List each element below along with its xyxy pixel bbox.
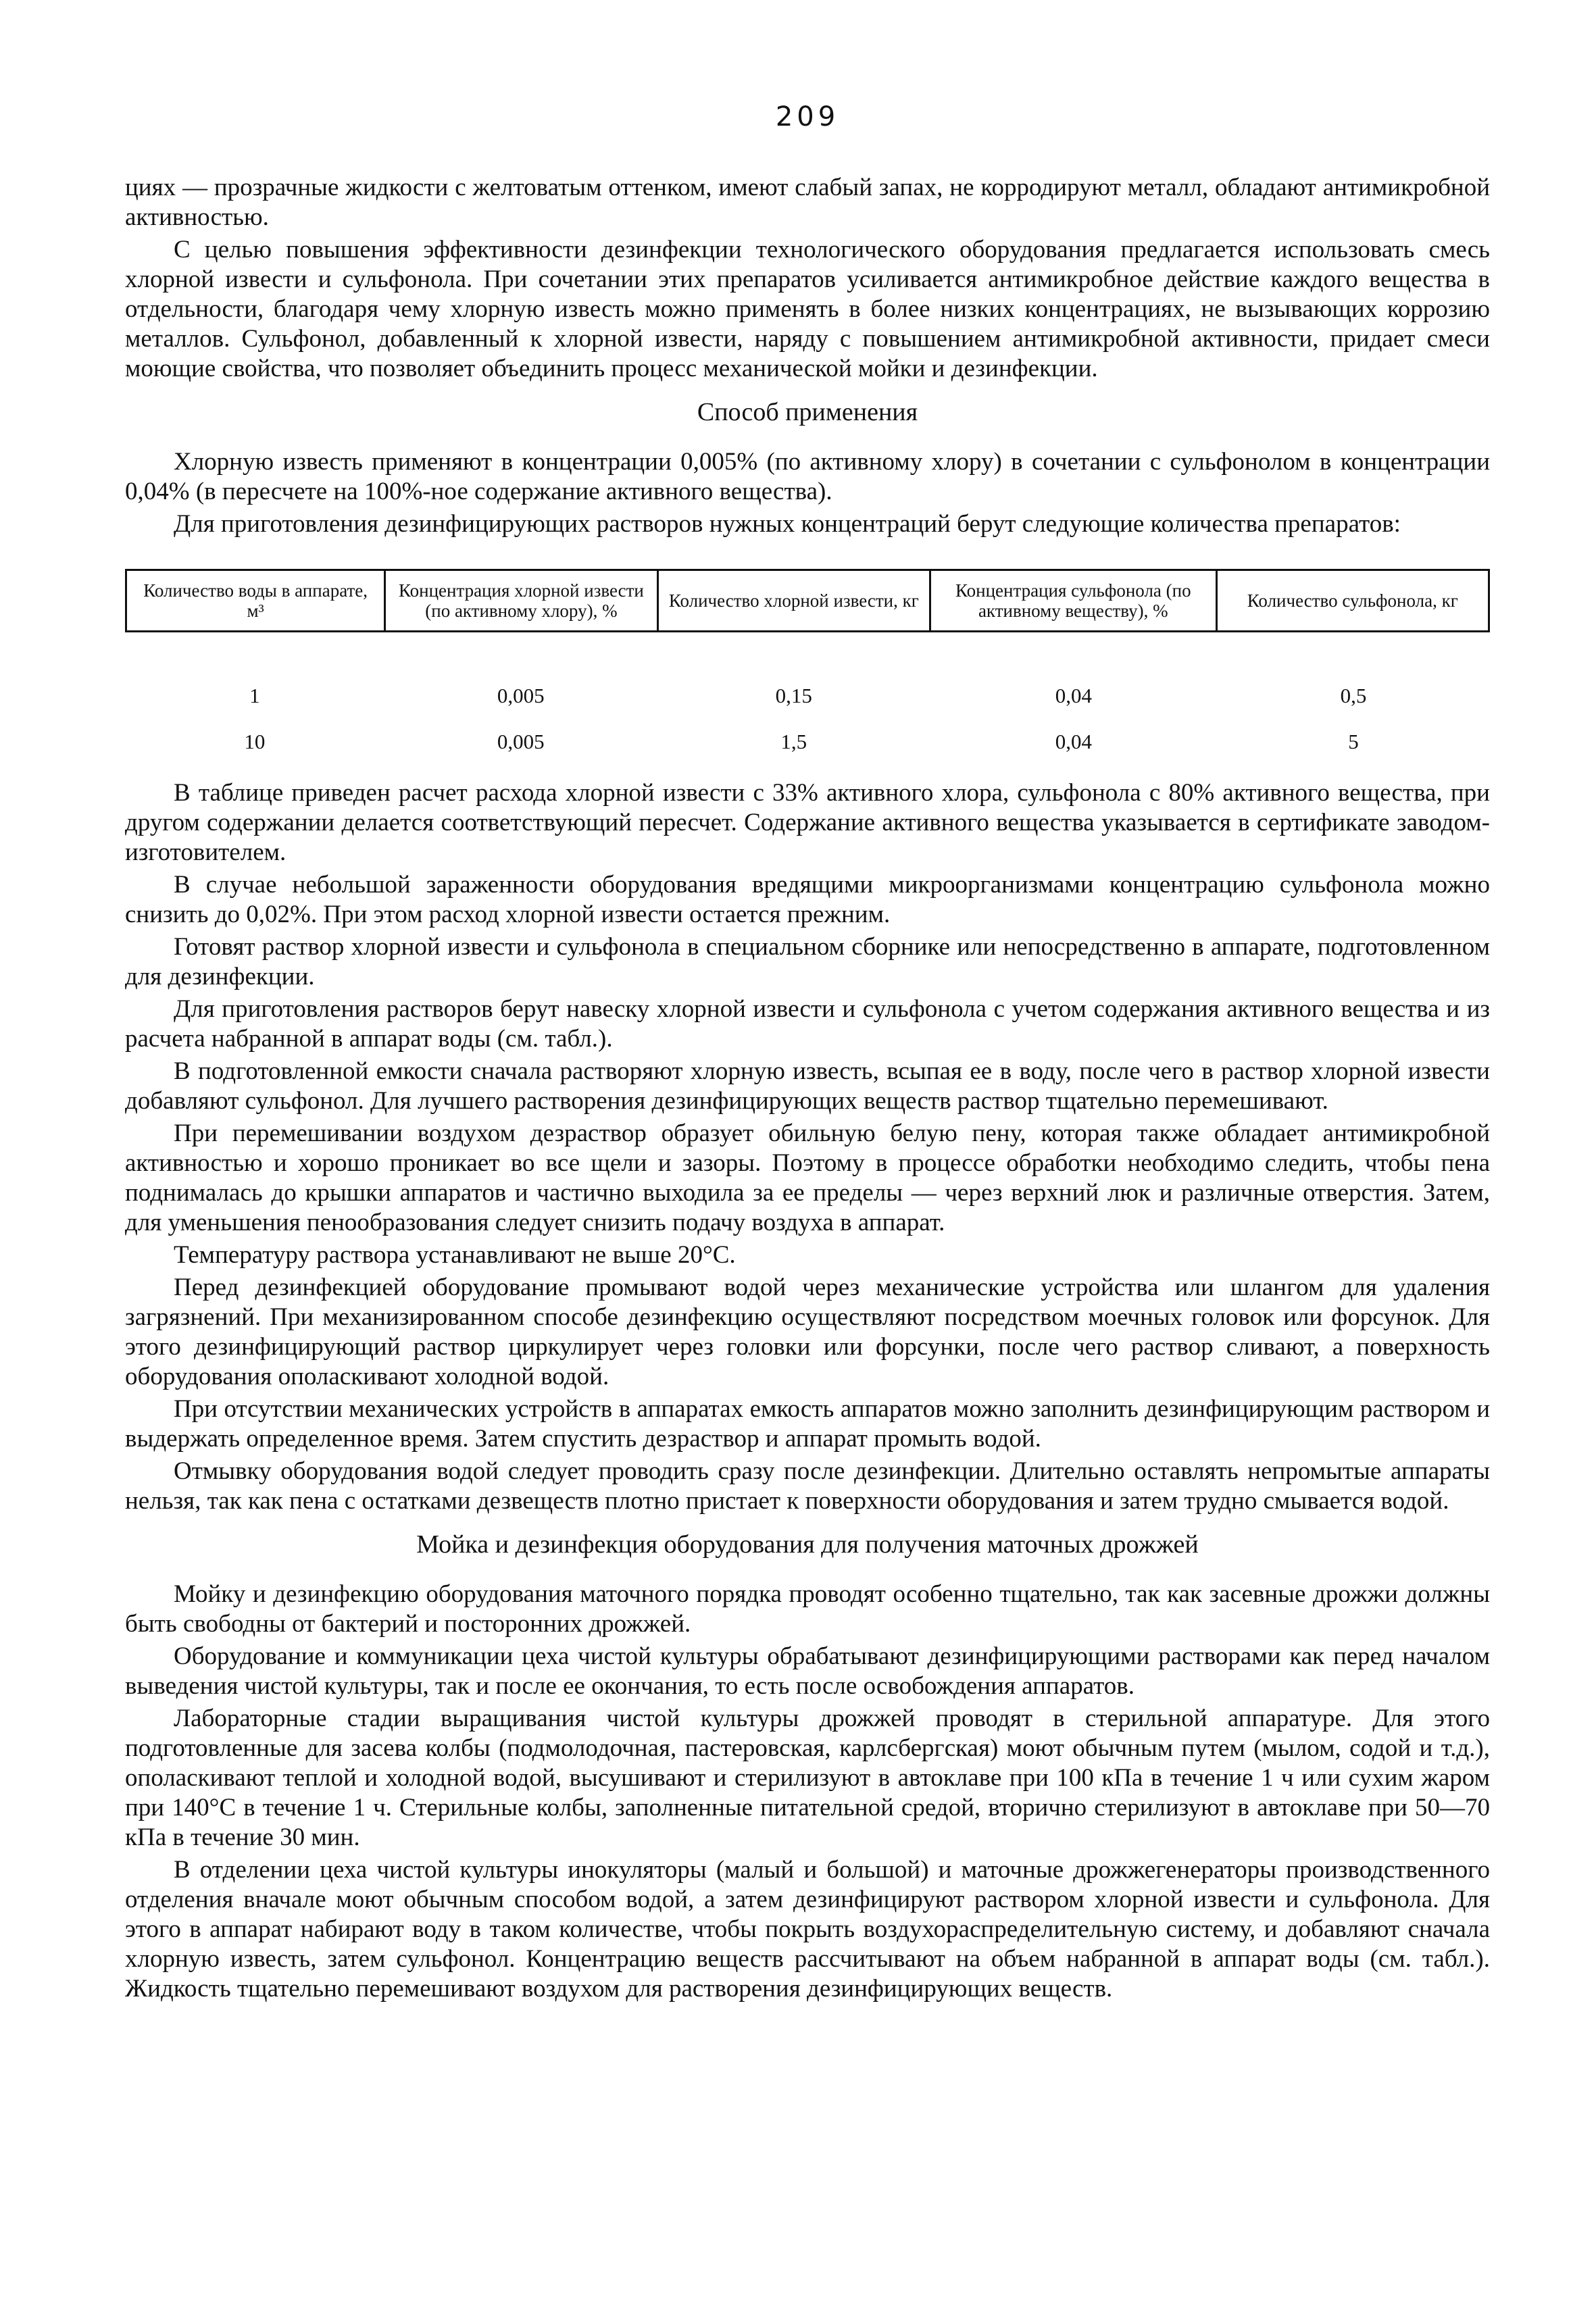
paragraph: циях — прозрачные жидкости с желтоватым оттенком, имеют слабый запах, не корродируют металл, обладают антимикробной активностью. [125, 174, 1490, 231]
table-cell: 0,04 [1055, 684, 1093, 707]
document-page [125, 101, 1490, 2007]
header-lime-concentration: Концентрация хлорной извести (по активному хлору), % [385, 570, 657, 632]
table-cell: 10 [244, 730, 266, 753]
table-cell: 0,005 [497, 730, 545, 753]
section-title-application: Способ применения [697, 398, 918, 426]
paragraph: Перед дезинфекцией оборудование промывают водой через механические устройства или шлангом для удаления загрязнений. При механизированном способе дезинфекцию осуществляют посредством моечных головок или форсунок. Для этого дезинфицирующий раствор циркулирует через головки или форсунки, после чего раствор сливают, а поверхность оборудования ополаскивают холодной водой. [125, 1274, 1490, 1390]
section-title-yeast-equipment: Мойка и дезинфекция оборудования для получения маточных дрожжей [416, 1530, 1199, 1559]
paragraph: Мойку и дезинфекцию оборудования маточного порядка проводят особенно тщательно, так как засевные дрожжи должны быть свободны от бактерий и посторонних дрожжей. [125, 1580, 1490, 1638]
paragraph: Температуру раствора устанавливают не выше 20°С. [174, 1241, 736, 1269]
table-body [125, 673, 1490, 765]
paragraph: Для приготовления растворов берут навеску хлорной извести и сульфонола с учетом содержания активного вещества и из расчета набранной в аппарат воды (см. табл.). [125, 995, 1490, 1053]
paragraph: Готовят раствор хлорной извести и сульфонола в специальном сборнике или непосредственно в аппарате, подготовленном для дезинфекции. [125, 933, 1490, 990]
paragraph: В случае небольшой зараженности оборудования вредящими микроорганизмами концентрацию сульфонола можно снизить до 0,02%. При этом расход хлорной извести остается прежним. [125, 871, 1490, 928]
paragraph: Оборудование и коммуникации цеха чистой культуры обрабатывают дезинфицирующими растворами как перед началом выведения чистой культуры, так и после ее окончания, то есть после освобождения аппаратов. [125, 1642, 1490, 1700]
paragraph: Лабораторные стадии выращивания чистой культуры дрожжей проводят в стерильной аппаратуре. Для этого подготовленные для засева колбы (подмолодочная, пастеровская, карлсбергская) моют обычным путем (мылом, содой и т.д.), ополаскивают теплой и холодной водой, высушивают и стерилизуют в автоклаве при 100 кПа в течение 1 ч или сухим жаром при 140°С в течение 1 ч. Стерильные колбы, заполненные питательной средой, вторично стерилизуют в автоклаве при 50—70 кПа в течение 30 мин. [125, 1705, 1490, 1851]
paragraph: Отмывку оборудования водой следует проводить сразу после дезинфекции. Длительно оставлять непромытые аппараты нельзя, так как пена с остатками дезвеществ плотно пристает к поверхности оборудования и затем трудно смывается водой. [125, 1457, 1490, 1515]
table-row [125, 719, 1490, 765]
table-header [125, 569, 1490, 632]
paragraph: В отделении цеха чистой культуры инокуляторы (малый и большой) и маточные дрожжегенераторы производственного отделения вначале моют обычным способом водой, а затем дезинфицируют раствором хлорной извести и сульфонола. Для этого в аппарат набирают воду в таком количестве, чтобы покрыть воздухораспределительную систему, и добавляют сначала хлорную известь, затем сульфонол. Концентрацию веществ рассчитывают на объем набранной в аппарат воды (см. табл.). Жидкость тщательно перемешивают воздухом для растворения дезинфицирующих веществ. [125, 1856, 1490, 2003]
paragraph: В таблице приведен расчет расхода хлорной извести с 33% активного хлора, сульфонола с 80% активного вещества, при другом содержании делается соответствующий пересчет. Содержание активного вещества указывается в сертификате заводом-изготовителем. [125, 779, 1490, 866]
table-cell: 0,04 [1055, 730, 1093, 753]
header-water-volume: Количество воды в аппарате, м³ [126, 570, 385, 632]
table-cell: 0,15 [775, 684, 812, 707]
paragraph: В подготовленной емкости сначала растворяют хлорную известь, всыпая ее в воду, после чего в раствор хлорной извести добавляют сульфонол. Для лучшего растворения дезинфицирующих веществ раствор тщательно перемешивают. [125, 1057, 1490, 1115]
table-cell: 1,5 [780, 730, 807, 753]
table-cell: 5 [1348, 730, 1359, 753]
header-lime-amount: Количество хлорной извести, кг [657, 570, 930, 632]
table-row [125, 673, 1490, 719]
paragraph: Хлорную известь применяют в концентрации 0,005% (по активному хлору) в сочетании с сульфонолом в концентрации 0,04% (в пересчете на 100%-ное содержание активного вещества). [125, 448, 1490, 505]
paragraph: Для приготовления дезинфицирующих растворов нужных концентраций берут следующие количества препаратов: [174, 510, 1401, 538]
dosage-table [125, 569, 1490, 765]
paragraph: При перемешивании воздухом дезраствор образует обильную белую пену, которая также обладает антимикробной активностью и хорошо проникает во все щели и зазоры. Поэтому в процессе обработки необходимо следить, чтобы пена поднималась до крышки аппаратов и частично выходила за ее пределы — через верхний люк и различные отверстия. Затем, для уменьшения пенообразования следует снизить подачу воздуха в аппарат. [125, 1120, 1490, 1236]
paragraph: При отсутствии механических устройств в аппаратах емкость аппаратов можно заполнить дезинфицирующим раствором и выдержать определенное время. Затем спустить дезраствор и аппарат промыть водой. [125, 1395, 1490, 1453]
paragraph: С целью повышения эффективности дезинфекции технологического оборудования предлагается использовать смесь хлорной извести и сульфонола. При сочетании этих препаратов усиливается антимикробное действие каждого вещества в отдельности, благодаря чему хлорную известь можно применять в более низких концентрациях, не вызывающих коррозию металлов. Сульфонол, добавленный к хлорной извести, наряду с повышением антимикробной активности, придает смеси моющие свойства, что позволяет объединить процесс механической мойки и дезинфекции. [125, 236, 1490, 382]
page-number: 209 [775, 101, 840, 132]
table-cell: 0,005 [497, 684, 545, 707]
table-cell: 1 [249, 684, 260, 707]
table-cell: 0,5 [1340, 684, 1367, 707]
header-sulfonol-amount: Количество сульфонола, кг [1216, 570, 1489, 632]
header-sulfonol-concentration: Концентрация сульфонола (по активному веществу), % [930, 570, 1217, 632]
